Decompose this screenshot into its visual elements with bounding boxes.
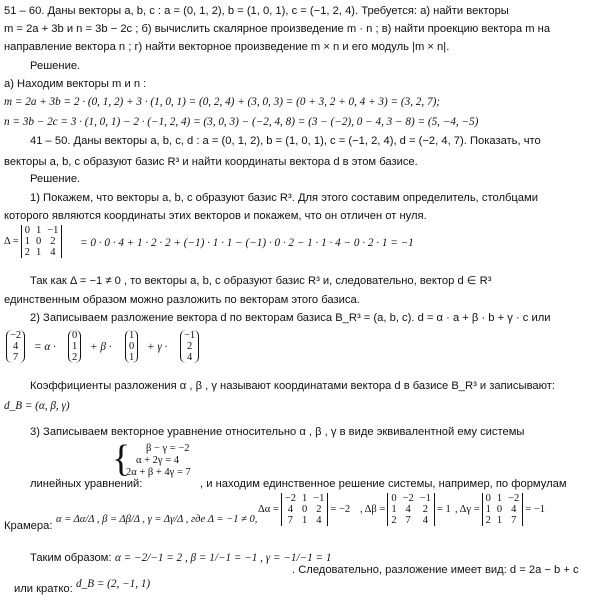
delta-beta-row — [388, 493, 435, 504]
system-brace: { — [112, 438, 131, 480]
det-main-cell: 1 — [35, 247, 42, 258]
task-41-line-2: векторы a, b, c образуют базис R³ и найти координаты вектора d в этом базисе. — [4, 156, 418, 168]
task-51-line-2: m = 2a + 3b и n = 3b − 2c ; б) вычислить скалярное произведение m · n ; в) найти проекцию вектора m на — [4, 23, 551, 35]
det-main-cell: 1 — [24, 236, 30, 247]
delta-beta-cell: 7 — [405, 515, 411, 526]
short-result: d_B = (2, −1, 1) — [76, 578, 151, 590]
n-computation: n = 3b − 2c = 3 · (1, 0, 1) − 2 · (−1, 2, 4) = (3, 0, 3) − (−2, 4, 8) = (3 − (−2), 0 − 4, 3 − 8) = (5, −4, −5) — [4, 116, 479, 128]
delta-gamma-determinant — [455, 493, 545, 526]
delta-gamma-cell: 2 — [485, 515, 491, 526]
delta-beta-matrix — [387, 493, 435, 526]
expansion-op-alpha: = α · — [34, 341, 56, 353]
step-2-line: 2) Записываем разложение вектора d по векторам базиса B_R³ = (a, b, c). d = α · a + β · b + γ · c или — [30, 312, 551, 324]
delta-beta-cell: 4 — [405, 504, 411, 515]
det-expansion: = 0 · 0 · 4 + 1 · 2 · 2 + (−1) · 1 · 1 − (−1) · 0 · 2 − 1 · 1 · 4 − 0 · 2 · 1 = −1 — [80, 237, 414, 249]
det-main-cell: −1 — [47, 225, 59, 236]
expansion-d-column-entry: −2 — [10, 330, 22, 341]
delta-beta-row — [388, 504, 435, 515]
expansion-c-column — [180, 330, 199, 363]
expansion-a-column — [68, 330, 81, 363]
delta-alpha-row — [281, 504, 328, 515]
m-computation: m = 2a + 3b = 2 · (0, 1, 2) + 3 · (1, 0, 1) = (0, 2, 4) + (3, 0, 3) = (0 + 3, 2 + 0, 4 + 3) = (3, 2, 7); — [4, 96, 441, 108]
delta-alpha-value: = −2 — [330, 504, 351, 515]
solution-heading-1: Решение. — [30, 60, 81, 72]
delta-gamma-cell: 1 — [496, 515, 503, 526]
equation-1: β − γ = −2 — [146, 443, 190, 454]
expansion-c-column-entry: −1 — [184, 330, 196, 341]
det-main-cell: 4 — [50, 247, 56, 258]
delta-gamma-label: , Δγ = — [455, 504, 480, 515]
delta-alpha-matrix — [281, 493, 329, 526]
delta-alpha-cell: 4 — [287, 504, 294, 515]
cramer-label: Крамера: — [4, 520, 53, 532]
equation-3: 2α + β + 4γ = 7 — [126, 467, 191, 478]
expansion-b-column-entry: 0 — [129, 341, 135, 352]
det-main-row — [21, 247, 62, 258]
det-main-row — [21, 225, 62, 236]
solution-heading-2: Решение. — [30, 173, 81, 185]
det-main-cell: 0 — [24, 225, 30, 236]
expansion-b-column-entry: 1 — [129, 330, 135, 341]
delta-beta-label: , Δβ = — [360, 504, 386, 515]
equation-2: α + 2γ = 4 — [136, 455, 179, 466]
det-main-cell: 1 — [35, 225, 42, 236]
delta-alpha-cell: 0 — [301, 504, 308, 515]
det-main-cell: 2 — [24, 247, 30, 258]
delta-gamma-row — [482, 504, 523, 515]
delta-gamma-cell: 4 — [511, 504, 517, 515]
delta-gamma-cell: 1 — [496, 493, 503, 504]
delta-alpha-row — [281, 493, 328, 504]
delta-beta-cell: 4 — [422, 515, 428, 526]
expansion-a-column-entry: 1 — [72, 341, 78, 352]
delta-alpha-cell: 1 — [301, 515, 308, 526]
cramer-intro: , и находим единственное решение системы, например, по формулам — [200, 478, 567, 490]
linear-eq-label: линейных уравнений: — [30, 478, 143, 490]
task-51-line-3: направление вектора n ; г) найти векторное произведение m × n и его модуль |m × n|. — [4, 41, 450, 53]
det-main-cell: 2 — [50, 236, 56, 247]
result-values: α = −2/−1 = 2 , β = 1/−1 = −1 , γ = −1/−1 = 1 — [115, 552, 332, 564]
delta-alpha-cell: 7 — [287, 515, 294, 526]
delta-gamma-cell: 1 — [485, 504, 491, 515]
delta-gamma-cell: 0 — [496, 504, 503, 515]
delta-beta-cell: −2 — [402, 493, 414, 504]
delta-gamma-row — [482, 493, 523, 504]
expansion-d-column-entry: 7 — [12, 352, 19, 363]
delta-gamma-row — [482, 515, 523, 526]
expansion-b-column-entry: 1 — [129, 352, 135, 363]
step-3-line: 3) Записываем векторное уравнение относительно α , β , γ в виде эквивалентной ему системы — [30, 426, 525, 438]
delta-alpha-cell: 2 — [316, 504, 322, 515]
delta-alpha-cell: −1 — [313, 493, 325, 504]
expansion-d-column-entry: 4 — [12, 341, 19, 352]
det-label: Δ = — [4, 236, 19, 247]
expansion-op-beta: + β · — [90, 341, 112, 353]
step-1-line-2: которого являются координаты этих векторов и покажем, что он отличен от нуля. — [4, 210, 427, 222]
basis-conclusion-1: Так как Δ = −1 ≠ 0 , то векторы a, b, c образуют базис R³ и, следовательно, вектор d ∈ R³ — [30, 275, 492, 287]
delta-alpha-row — [281, 515, 328, 526]
delta-gamma-cell: 7 — [511, 515, 517, 526]
delta-beta-cell: 1 — [391, 504, 397, 515]
delta-alpha-cell: 1 — [301, 493, 308, 504]
step-a-heading: а) Находим векторы m и n : — [4, 78, 147, 90]
delta-alpha-determinant — [258, 493, 350, 526]
delta-beta-cell: 2 — [391, 515, 397, 526]
delta-beta-cell: 2 — [422, 504, 428, 515]
decomposition-line: . Следовательно, разложение имеет вид: d = 2a − b + c — [292, 564, 579, 576]
delta-gamma-cell: −2 — [508, 493, 520, 504]
expansion-c-column-entry: 2 — [186, 341, 193, 352]
cramer-formulas: α = Δα/Δ , β = Δβ/Δ , γ = Δγ/Δ , где Δ = −1 ≠ 0, — [56, 514, 258, 525]
expansion-b-column — [125, 330, 138, 363]
expansion-op-gamma: + γ · — [147, 341, 168, 353]
basis-conclusion-2: единственным образом можно разложить по векторам этого базиса. — [4, 294, 360, 306]
delta-beta-row — [388, 515, 435, 526]
delta-alpha-cell: 4 — [316, 515, 322, 526]
delta-gamma-cell: 0 — [485, 493, 491, 504]
task-51-line-1: 51 – 60. Даны векторы a, b, c : a = (0, 1, 2), b = (1, 0, 1), c = (−1, 2, 4). Требуется: а) найти векторы — [4, 5, 509, 17]
short-label: или кратко: — [14, 583, 73, 595]
delta-alpha-label: Δα = — [258, 504, 279, 515]
coefficients-line: Коэффициенты разложения α , β , γ называют координатами вектора d в базисе B_R³ и записывают: — [30, 380, 555, 392]
delta-beta-determinant — [360, 493, 451, 526]
delta-beta-value: = 1 — [436, 504, 451, 515]
task-41-line-1: 41 – 50. Даны векторы a, b, c, d : a = (0, 1, 2), b = (1, 0, 1), c = (−1, 2, 4), d = (−2, 4, 7). Показать, что — [30, 135, 541, 147]
expansion-d-column — [6, 330, 25, 363]
coordinates-notation: d_B = (α, β, γ) — [4, 400, 70, 412]
delta-alpha-cell: −2 — [284, 493, 296, 504]
delta-gamma-value: = −1 — [525, 504, 545, 515]
det-main-cell: 0 — [35, 236, 42, 247]
delta-gamma-matrix — [482, 493, 524, 526]
equation-system — [126, 443, 191, 479]
expansion-c-column-entry: 4 — [186, 352, 193, 363]
det-matrix — [21, 225, 63, 258]
delta-beta-cell: 0 — [391, 493, 397, 504]
delta-beta-cell: −1 — [419, 493, 431, 504]
main-determinant — [4, 225, 62, 258]
expansion-a-column-entry: 0 — [72, 330, 78, 341]
step-1-line-1: 1) Покажем, что векторы a, b, c образуют базис R³. Для этого составим определитель, столбцами — [30, 192, 538, 204]
det-main-row — [21, 236, 62, 247]
thus-label: Таким образом: — [30, 552, 112, 564]
expansion-a-column-entry: 2 — [72, 352, 78, 363]
